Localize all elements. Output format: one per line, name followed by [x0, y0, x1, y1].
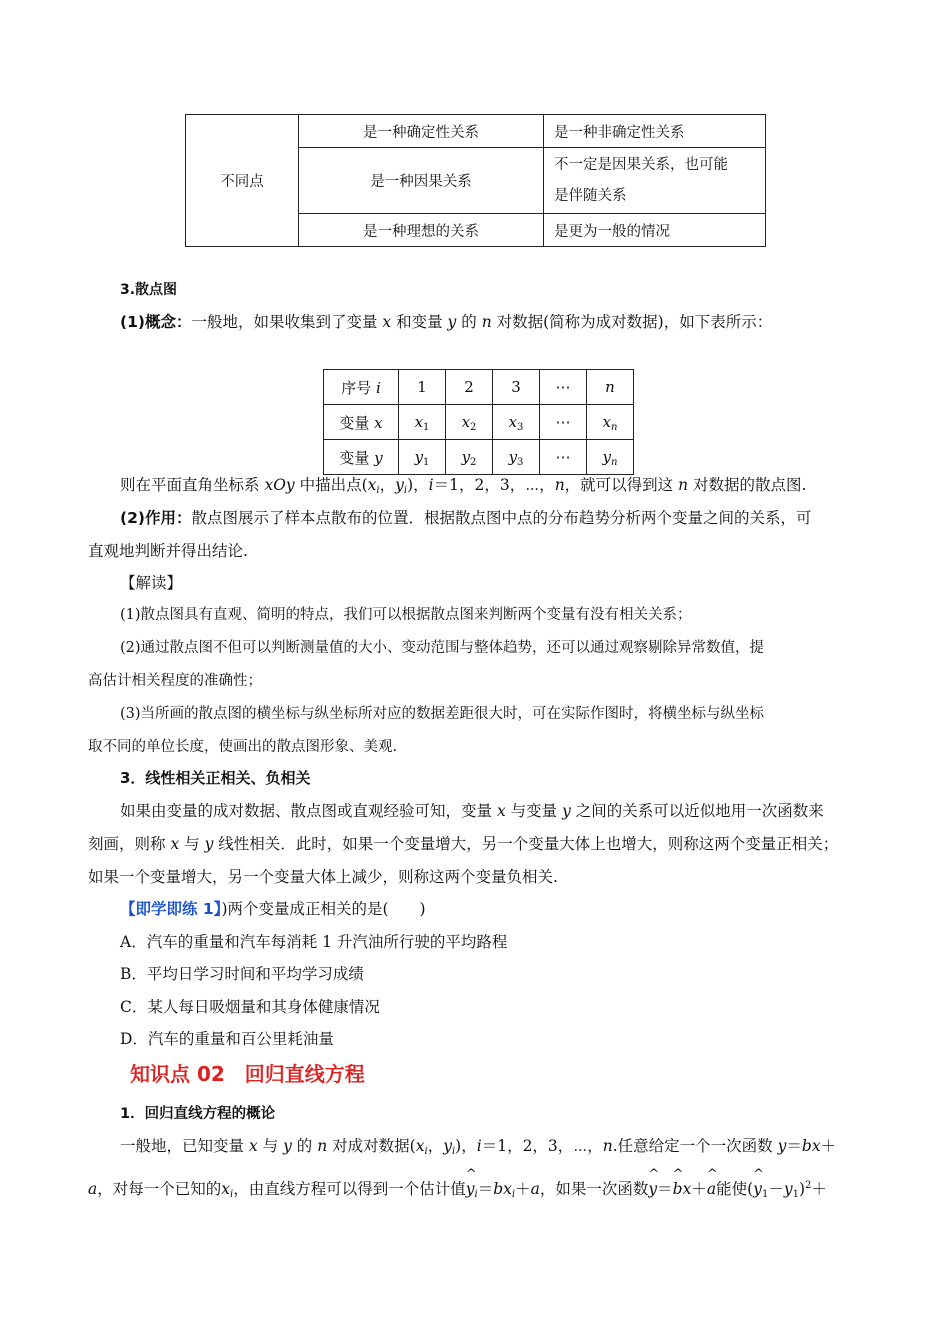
paragraph: 则在平面直角坐标系 xOy 中描出点($x_i$，$y_i$)，i＝1，2，3，⋯，n，就可以得到这 n 对数据的散点图.	[120, 476, 807, 496]
paragraph: (2)通过散点图不但可以判断测量值的大小、变动范围与整体趋势，还可以通过观察剔除异常数值，提	[120, 640, 765, 656]
paragraph: 一般地，已知变量 x 与 y 的 n 对成对数据($x_i$，$y_i$)，i＝1，2，3，⋯，n.任意给定一个一次函数 y＝bx＋	[120, 1137, 837, 1157]
knowledge-point-title: 知识点 02 回归直线方程	[130, 1062, 365, 1086]
option-b: B．平均日学习时间和平均学习成绩	[120, 965, 364, 983]
option-a: A．汽车的重量和汽车每消耗 1 升汽油所行驶的平均路程	[120, 933, 508, 951]
cell: 是一种非确定性关系	[544, 115, 766, 148]
heading: 【解读】	[120, 574, 183, 592]
rowhead: 不同点	[186, 115, 299, 247]
section-title: 3．线性相关正相关、负相关	[120, 769, 311, 787]
paragraph: (2)作用：散点图展示了样本点散布的位置．根据散点图中点的分布趋势分析两个变量之间的关系，可	[120, 509, 812, 527]
paragraph: 如果一个变量增大，另一个变量大体上减少，则称这两个变量负相关.	[88, 868, 558, 886]
paragraph: (1)散点图具有直观、简明的特点，我们可以根据散点图来判断两个变量有没有相关关系；	[120, 607, 692, 623]
option-c: C．某人每日吸烟量和其身体健康情况	[120, 998, 380, 1016]
section-title: 3.散点图	[120, 282, 178, 298]
cell: 是一种因果关系	[299, 148, 544, 214]
paragraph: 直观地判断并得出结论.	[88, 542, 248, 560]
paragraph: 如果由变量的成对数据、散点图或直观经验可知，变量 x 与变量 y 之间的关系可以近似地用一次函数来	[120, 802, 824, 820]
comparison-table	[185, 114, 766, 247]
option-d: D．汽车的重量和百公里耗油量	[120, 1030, 334, 1048]
cell: 是一种确定性关系	[299, 115, 544, 148]
data-table: 序号 i 1 2 3 ⋯ n 变量 x $x_1$ $x_2$ $x_3$ ⋯ $x_n$ 变量 y $y_1$ $y_2$ $y_3$ ⋯ $y_n$	[323, 369, 634, 475]
paragraph: 高估计相关程度的准确性；	[88, 673, 262, 689]
exercise-tag: 【即学即练 1】	[120, 900, 222, 918]
cell: 是一种理想的关系	[299, 214, 544, 247]
paragraph: (3)当所画的散点图的横坐标与纵坐标所对应的数据差距很大时，可在实际作图时，将横坐标与纵坐标	[120, 706, 765, 722]
paragraph: 刻画，则称 x 与 y 线性相关．此时，如果一个变量增大，另一个变量大体上也增大，则称这两个变量正相关；	[88, 835, 839, 853]
paragraph: (1)概念：一般地，如果收集到了变量 x 和变量 y 的 n 对数据(简称为成对数据)，如下表所示：	[120, 313, 773, 331]
cell: 不一定是因果关系，也可能 是伴随关系	[544, 148, 766, 214]
exercise-question: 【即学即练 1】)两个变量成正相关的是( )	[120, 900, 426, 918]
section-title: 1．回归直线方程的概论	[120, 1106, 276, 1122]
paragraph: a，对每一个已知的$x_i$，由直线方程可以得到一个估计值^ $y_i=bx_i+a$，如果一次函数^ y＝^ bx＋^ a能使(^ $y_1-y_1)^2+$	[88, 1179, 827, 1199]
cell: 是更为一般的情况	[544, 214, 766, 247]
paragraph: 取不同的单位长度，使画出的散点图形象、美观.	[88, 739, 398, 755]
